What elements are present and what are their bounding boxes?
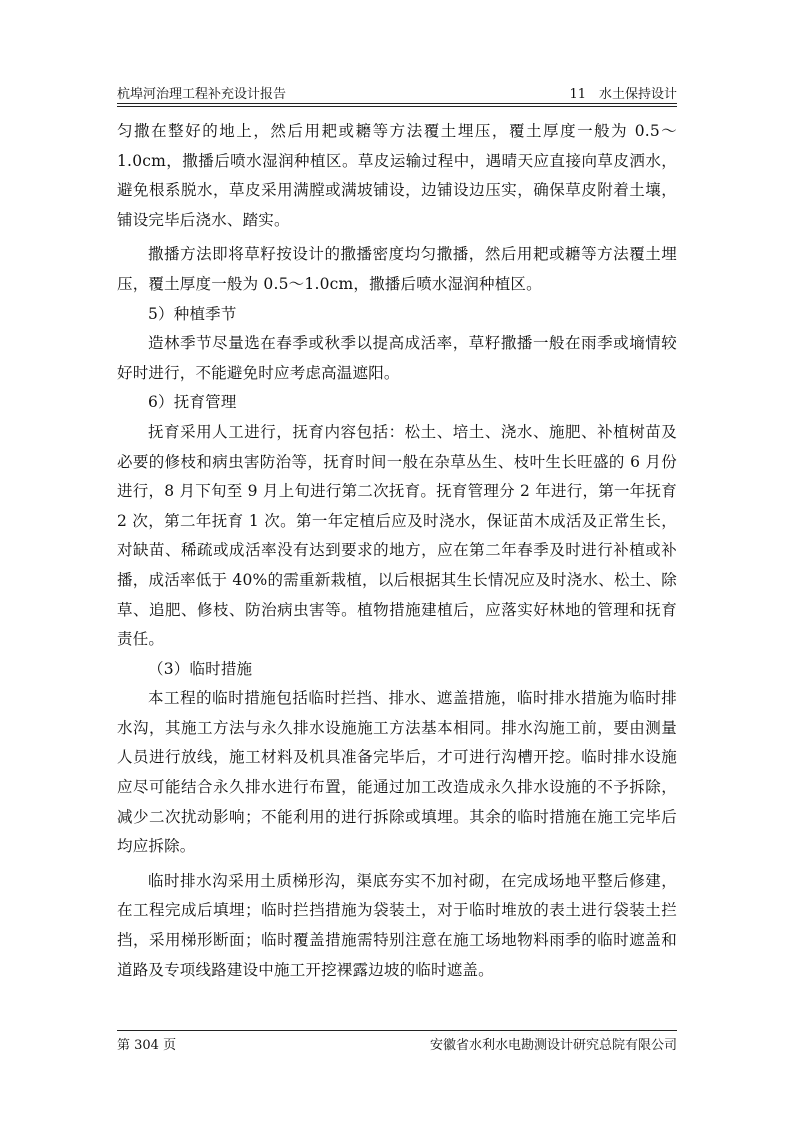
paragraph-temporary-measures: 本工程的临时措施包括临时拦挡、排水、遮盖措施，临时排水措施为临时排水沟，其施工方法与永久排水设施施工方法基本相同。排水沟施工前，要由测量人员进行放线，施工材料及机具准备完毕后，才可进行沟槽开挖。临时排水设施应尽可能结合永久排水进行布置，能通过加工改造成永久排水设施的不予拆除，减少二次扰动影响；不能利用的进行拆除或填埋。其余的临时措施在施工完毕后均应拆除。 [117, 689, 677, 856]
heading-tending-management: 6）抚育管理 [148, 393, 237, 412]
heading-planting-season: 5）种植季节 [148, 304, 237, 323]
paragraph-tending-management: 抚育采用人工进行，抚育内容包括：松土、培土、浇水、施肥、补植树苗及必要的修枝和病虫害防治等，抚育时间一般在杂草丛生、枝叶生长旺盛的 6 月份进行，8 月下旬至 9 月上旬进行第二次抚育。抚育管理分 2 年进行，第一年抚育 2 次，第二年抚育 1 次。第一年定植后应及时浇水，保证苗木成活及正常生长，对缺苗、稀疏或成活率没有达到要求的地方，应在第二年春季及时进行补植或补播，成活率低于 40%的需重新栽植，以后根据其生长情况应及时浇水、松土、除草、追肥、修枝、防治病虫害等。植物措施建植后，应落实好林地的管理和抚育责任。 [117, 422, 677, 649]
paragraph-seeding-method: 撒播方法即将草籽按设计的撒播密度均匀撒播，然后用耙或耱等方法覆土埋压，覆土厚度一般为 0.5～1.0cm，撒播后喷水湿润种植区。 [117, 245, 677, 293]
heading-temporary-measures: （3）临时措施 [148, 659, 253, 678]
footer-organization: 安徽省水利水电勘测设计研究总院有限公司 [429, 1038, 677, 1053]
footer-divider [117, 1030, 677, 1031]
page-footer [117, 1034, 677, 1053]
header-chapter-title: 11 水土保持设计 [569, 87, 677, 102]
header-divider [117, 103, 677, 104]
paragraph-sod-laying: 匀撒在整好的地上，然后用耙或耱等方法覆土埋压，覆土厚度一般为 0.5～1.0cm，撒播后喷水湿润种植区。草皮运输过程中，遇晴天应直接向草皮洒水，避免根系脱水，草皮采用满膛或满坡铺设，边铺设边压实，确保草皮附着土壤，铺设完毕后浇水、踏实。 [117, 122, 677, 229]
header-report-title: 杭埠河治理工程补充设计报告 [117, 87, 287, 102]
paragraph-temporary-drainage: 临时排水沟采用土质梯形沟，渠底夯实不加衬砌，在完成场地平整后修建，在工程完成后填埋；临时拦挡措施为袋装土，对于临时堆放的表土进行袋装土拦挡，采用梯形断面；临时覆盖措施需特别注意在施工场地物料雨季的临时遮盖和道路及专项线路建设中施工开挖裸露边坡的临时遮盖。 [117, 871, 677, 979]
header-divider-secondary [117, 106, 677, 107]
page-number: 第 304 页 [117, 1038, 177, 1053]
document-body [117, 117, 677, 985]
page-header [117, 80, 677, 102]
paragraph-planting-season: 造林季节尽量选在春季或秋季以提高成活率，草籽撒播一般在雨季或墒情较好时进行，不能避免时应考虑高温遮阳。 [117, 334, 677, 382]
